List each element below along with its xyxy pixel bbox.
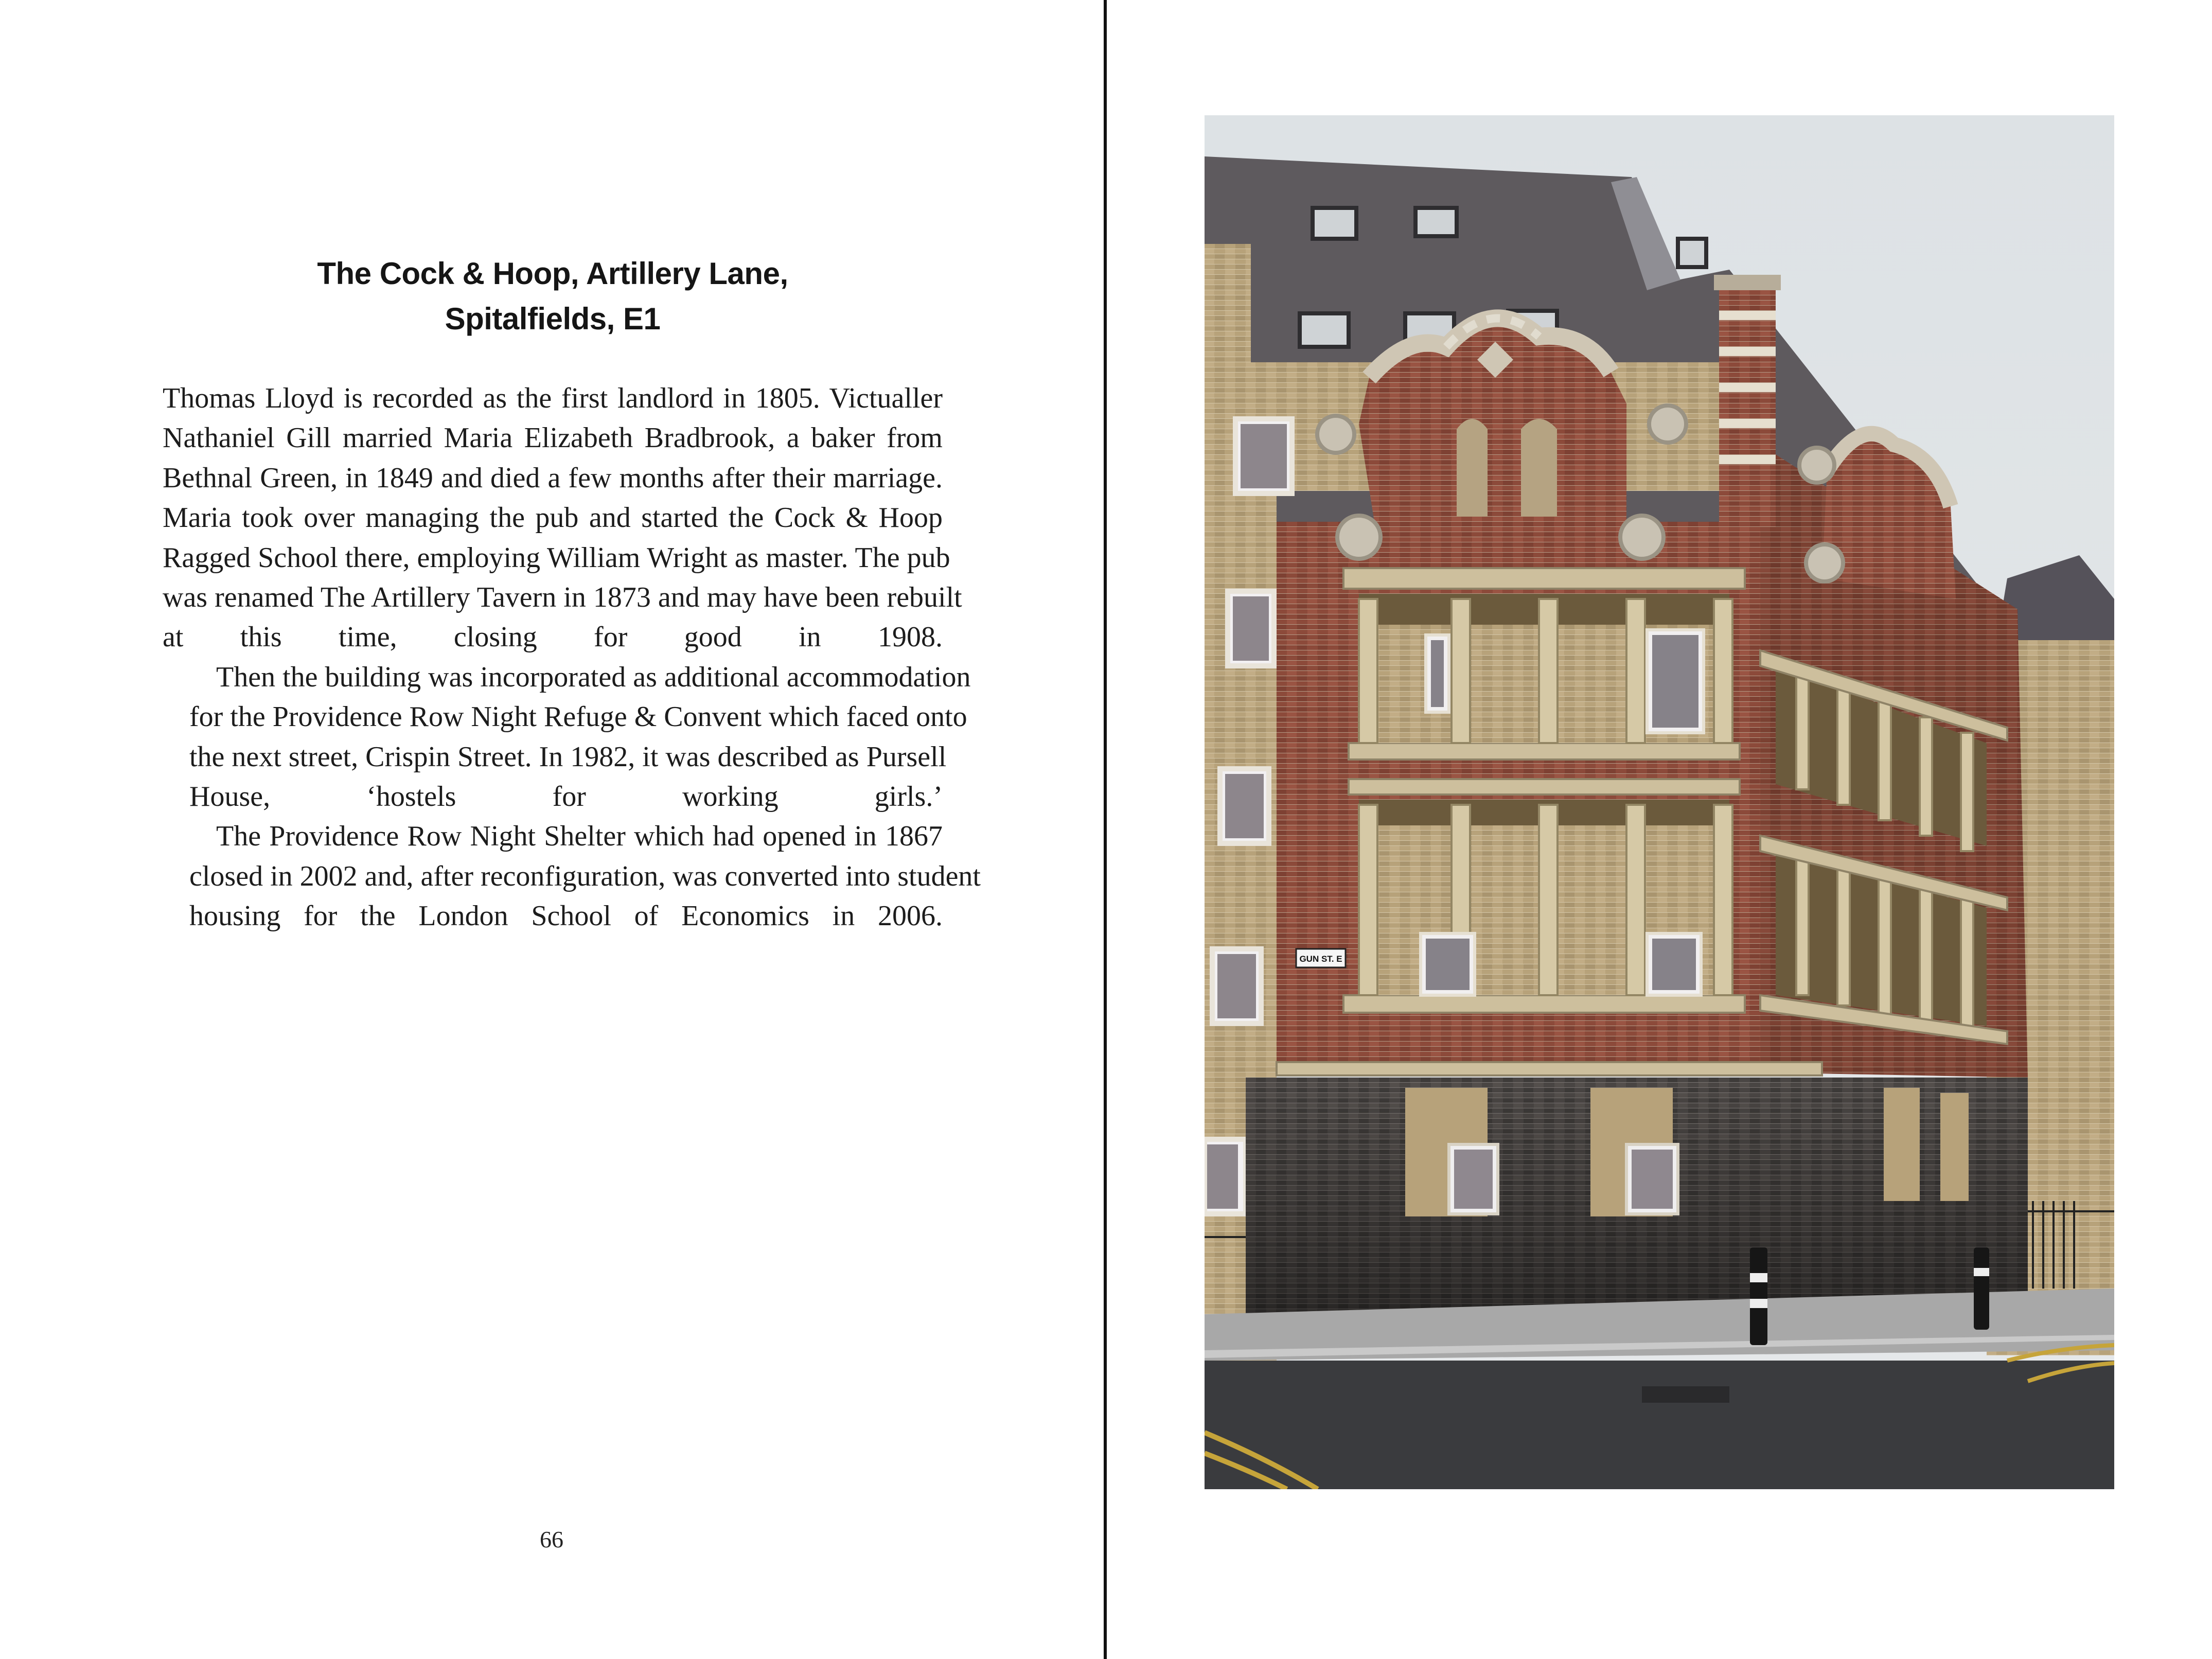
paragraph-1 [163, 379, 962, 658]
body-text [163, 379, 981, 937]
text-line: Then the building was incorporated as additional accommodation [216, 661, 971, 693]
street-sign-text: GUN ST. E [1299, 954, 1342, 964]
page-title [163, 251, 943, 342]
text-line: was renamed The Artillery Tavern in 1873 and may have been rebuilt [163, 581, 962, 614]
text-line: The Providence Row Night Shelter which had opened in 1867 [216, 820, 943, 853]
page-number-left: 66 [540, 1526, 563, 1552]
text-line: Bethnal Green, in 1849 and died a few months after their marriage. [163, 462, 943, 494]
text-line: the next street, Crispin Street. In 1982, it was described as Pursell [189, 740, 947, 773]
text-line: Nathaniel Gill married Maria Elizabeth Bradbrook, a baker from [163, 422, 943, 454]
text-line: for the Providence Row Night Refuge & Convent which faced onto [189, 701, 967, 733]
book-gutter [1104, 0, 1107, 1659]
paragraph-2 [163, 658, 971, 817]
paragraph-3 [163, 817, 981, 936]
text-line: Thomas Lloyd is recorded as the first landlord in 1805. Victualler [163, 382, 943, 414]
text-line: Ragged School there, employing William Wright as master. The pub [163, 541, 950, 574]
text-line: Maria took over managing the pub and started the Cock & Hoop [163, 502, 943, 534]
text-line: closed in 2002 and, after reconfiguration, was converted into student [189, 860, 981, 892]
title-line-2: Spitalfields, E1 [445, 302, 661, 336]
text-line: at this time, closing for good in 1908. [163, 621, 943, 654]
building-photograph [1205, 115, 2114, 1489]
title-line-1: The Cock & Hoop, Artillery Lane, [317, 256, 788, 291]
text-line: House, ‘hostels for working girls.’ [189, 781, 943, 813]
text-line: housing for the London School of Economics in 2006. [189, 900, 943, 932]
